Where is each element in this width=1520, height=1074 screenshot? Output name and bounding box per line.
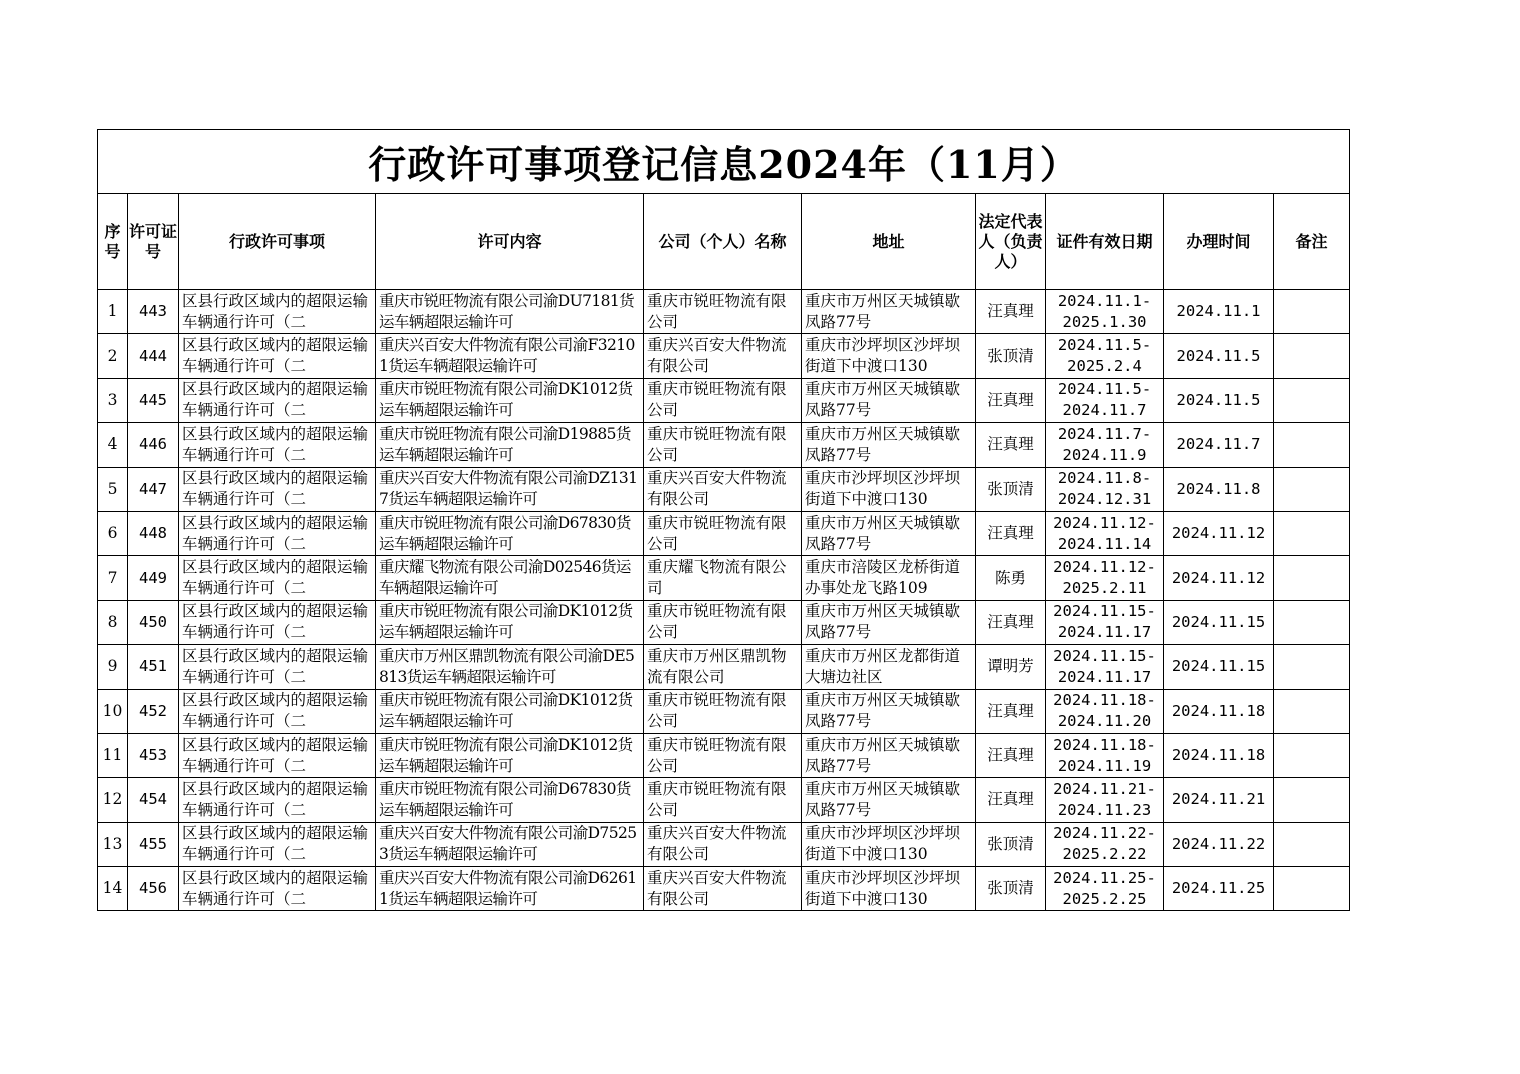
table-row [98,334,1350,378]
header-company: 公司（个人）名称 [644,194,802,290]
valid-from: 2024.11.18- [1053,735,1156,754]
cell-company [644,645,802,689]
cell-content-text: 重庆市锐旺物流有限公司渝DK1012货运车辆超限运输许可 [379,691,633,731]
cell-address-text: 重庆市万州区天城镇歇凤路77号 [805,513,961,553]
cell-item [179,334,376,378]
valid-from: 2024.11.22- [1053,824,1156,843]
cell-remark [1274,467,1350,511]
cell-item-text: 区县行政区域内的超限运输车辆通行许可（二 [182,646,369,686]
header-valid-period: 证件有效日期 [1046,194,1164,290]
valid-from: 2024.11.8- [1057,469,1152,488]
cell-company-text: 重庆耀飞物流有限公司 [647,558,787,598]
cell-item-text: 区县行政区域内的超限运输车辆通行许可（二 [182,824,369,864]
cell-address-text: 重庆市万州区天城镇歇凤路77号 [805,691,961,731]
cell-content-text: 重庆耀飞物流有限公司渝D02546货运车辆超限运输许可 [379,558,631,598]
cell-company-text: 重庆兴百安大件物流有限公司 [647,336,787,376]
title-row [98,130,1350,194]
valid-from: 2024.11.15- [1053,602,1156,621]
cell-remark [1274,423,1350,467]
cell-item [179,822,376,866]
cell-address-text: 重庆市万州区天城镇歇凤路77号 [805,380,961,420]
valid-to: 2024.11.9 [1062,445,1147,464]
cell-address-text: 重庆市万州区天城镇歇凤路77号 [805,424,961,464]
cell-valid-period [1046,334,1164,378]
valid-from: 2024.11.1- [1057,291,1152,310]
cell-valid-period [1046,378,1164,422]
cell-item-text: 区县行政区域内的超限运输车辆通行许可（二 [182,691,369,731]
valid-to: 2025.2.4 [1067,357,1142,376]
cell-handle-date: 2024.11.8 [1164,467,1274,511]
cell-company [644,378,802,422]
cell-company [644,467,802,511]
cell-content [376,822,644,866]
cell-remark [1274,778,1350,822]
cell-remark [1274,822,1350,866]
cell-company-text: 重庆市锐旺物流有限公司 [647,735,787,775]
cell-handle-date: 2024.11.21 [1164,778,1274,822]
cell-seq: 7 [98,556,128,600]
cell-address-text: 重庆市涪陵区龙桥街道办事处龙飞路109 [805,558,961,598]
cell-valid-period [1046,778,1164,822]
cell-seq: 9 [98,645,128,689]
cell-legal-rep: 汪真理 [976,378,1046,422]
cell-item-text: 区县行政区域内的超限运输车辆通行许可（二 [182,291,369,331]
cell-legal-rep: 张顶清 [976,822,1046,866]
cell-content-text: 重庆市锐旺物流有限公司渝D67830货运车辆超限运输许可 [379,779,631,819]
header-legal-rep: 法定代表人（负责人） [976,194,1046,290]
cell-item [179,689,376,733]
cell-handle-date: 2024.11.25 [1164,867,1274,911]
cell-handle-date: 2024.11.15 [1164,645,1274,689]
cell-license-no: 449 [128,556,179,600]
cell-content-text: 重庆市万州区鼎凯物流有限公司渝DE5813货运车辆超限运输许可 [379,646,635,686]
cell-address-text: 重庆市万州区天城镇歇凤路77号 [805,291,961,331]
cell-address-text: 重庆市沙坪坝区沙坪坝街道下中渡口130 [805,469,961,509]
cell-content [376,600,644,644]
valid-to: 2025.2.22 [1062,845,1147,864]
cell-item [179,467,376,511]
cell-address [802,645,976,689]
cell-company-text: 重庆市万州区鼎凯物流有限公司 [647,646,787,686]
cell-item [179,556,376,600]
table-row [98,733,1350,777]
cell-address [802,600,976,644]
valid-to: 2025.2.11 [1062,579,1147,598]
cell-handle-date: 2024.11.1 [1164,290,1274,334]
cell-remark [1274,689,1350,733]
cell-remark [1274,867,1350,911]
cell-company [644,733,802,777]
cell-item [179,511,376,555]
registration-table [97,129,1350,911]
cell-valid-period [1046,867,1164,911]
cell-legal-rep: 汪真理 [976,733,1046,777]
cell-content-text: 重庆兴百安大件物流有限公司渝D62611货运车辆超限运输许可 [379,868,637,908]
cell-company-text: 重庆市锐旺物流有限公司 [647,380,787,420]
cell-license-no: 447 [128,467,179,511]
cell-item [179,600,376,644]
cell-content-text: 重庆市锐旺物流有限公司渝D67830货运车辆超限运输许可 [379,513,631,553]
header-row [98,194,1350,290]
valid-from: 2024.11.5- [1057,336,1152,355]
cell-item [179,733,376,777]
cell-handle-date: 2024.11.7 [1164,423,1274,467]
valid-from: 2024.11.25- [1053,868,1156,887]
header-content: 许可内容 [376,194,644,290]
valid-from: 2024.11.12- [1053,558,1156,577]
cell-company [644,689,802,733]
valid-to: 2024.11.14 [1057,534,1152,553]
valid-to: 2024.11.17 [1057,667,1152,686]
cell-license-no: 450 [128,600,179,644]
header-remark: 备注 [1274,194,1350,290]
cell-address-text: 重庆市沙坪坝区沙坪坝街道下中渡口130 [805,824,961,864]
cell-content-text: 重庆市锐旺物流有限公司渝DK1012货运车辆超限运输许可 [379,380,633,420]
cell-company [644,778,802,822]
cell-address-text: 重庆市沙坪坝区沙坪坝街道下中渡口130 [805,868,961,908]
cell-company-text: 重庆兴百安大件物流有限公司 [647,469,787,509]
header-seq: 序号 [98,194,128,290]
cell-license-no: 456 [128,867,179,911]
cell-seq: 10 [98,689,128,733]
valid-to: 2025.1.30 [1062,312,1147,331]
valid-to: 2024.11.7 [1062,401,1147,420]
valid-from: 2024.11.7- [1057,424,1152,443]
cell-item-text: 区县行政区域内的超限运输车辆通行许可（二 [182,380,369,420]
cell-company-text: 重庆市锐旺物流有限公司 [647,602,787,642]
cell-legal-rep: 汪真理 [976,423,1046,467]
cell-company-text: 重庆市锐旺物流有限公司 [647,513,787,553]
cell-content [376,334,644,378]
cell-remark [1274,290,1350,334]
cell-handle-date: 2024.11.18 [1164,733,1274,777]
cell-remark [1274,556,1350,600]
cell-content [376,378,644,422]
cell-address [802,423,976,467]
valid-to: 2024.11.19 [1057,756,1152,775]
cell-legal-rep: 陈勇 [976,556,1046,600]
cell-item-text: 区县行政区域内的超限运输车辆通行许可（二 [182,558,369,598]
cell-legal-rep: 汪真理 [976,778,1046,822]
cell-company [644,511,802,555]
cell-license-no: 445 [128,378,179,422]
valid-from: 2024.11.5- [1057,380,1152,399]
cell-license-no: 452 [128,689,179,733]
cell-item-text: 区县行政区域内的超限运输车辆通行许可（二 [182,735,369,775]
cell-address [802,867,976,911]
cell-legal-rep: 汪真理 [976,511,1046,555]
cell-license-no: 444 [128,334,179,378]
cell-seq: 11 [98,733,128,777]
cell-valid-period [1046,290,1164,334]
cell-license-no: 453 [128,733,179,777]
cell-company [644,600,802,644]
cell-valid-period [1046,600,1164,644]
cell-address [802,511,976,555]
cell-item [179,867,376,911]
cell-address [802,689,976,733]
valid-from: 2024.11.15- [1053,646,1156,665]
table-row [98,822,1350,866]
valid-to: 2024.12.31 [1057,490,1152,509]
cell-address-text: 重庆市万州区天城镇歇凤路77号 [805,735,961,775]
valid-to: 2025.2.25 [1062,889,1147,908]
cell-legal-rep: 汪真理 [976,689,1046,733]
cell-content [376,645,644,689]
cell-address-text: 重庆市万州区天城镇歇凤路77号 [805,779,961,819]
cell-remark [1274,378,1350,422]
cell-valid-period [1046,822,1164,866]
cell-seq: 6 [98,511,128,555]
cell-seq: 8 [98,600,128,644]
table-row [98,290,1350,334]
cell-valid-period [1046,467,1164,511]
cell-item [179,423,376,467]
cell-item-text: 区县行政区域内的超限运输车辆通行许可（二 [182,336,369,376]
cell-content [376,778,644,822]
cell-item-text: 区县行政区域内的超限运输车辆通行许可（二 [182,424,369,464]
table-row [98,511,1350,555]
cell-address [802,822,976,866]
table-row [98,689,1350,733]
cell-address [802,378,976,422]
header-license-no: 许可证号 [128,194,179,290]
cell-license-no: 454 [128,778,179,822]
cell-company-text: 重庆市锐旺物流有限公司 [647,691,787,731]
cell-handle-date: 2024.11.15 [1164,600,1274,644]
table-row [98,645,1350,689]
cell-content-text: 重庆市锐旺物流有限公司渝DU7181货运车辆超限运输许可 [379,291,635,331]
cell-item-text: 区县行政区域内的超限运输车辆通行许可（二 [182,602,369,642]
table-row [98,423,1350,467]
valid-to: 2024.11.17 [1057,623,1152,642]
cell-address-text: 重庆市沙坪坝区沙坪坝街道下中渡口130 [805,336,961,376]
cell-company [644,423,802,467]
cell-content [376,867,644,911]
cell-content-text: 重庆市锐旺物流有限公司渝DK1012货运车辆超限运输许可 [379,602,633,642]
cell-legal-rep: 张顶清 [976,334,1046,378]
cell-valid-period [1046,556,1164,600]
cell-remark [1274,645,1350,689]
cell-company [644,290,802,334]
cell-company [644,556,802,600]
cell-legal-rep: 汪真理 [976,290,1046,334]
cell-company-text: 重庆兴百安大件物流有限公司 [647,824,787,864]
cell-item-text: 区县行政区域内的超限运输车辆通行许可（二 [182,779,369,819]
cell-company [644,334,802,378]
cell-content-text: 重庆兴百安大件物流有限公司渝F32101货运车辆超限运输许可 [379,336,635,376]
cell-item [179,645,376,689]
table-row [98,467,1350,511]
cell-item [179,290,376,334]
cell-handle-date: 2024.11.5 [1164,378,1274,422]
cell-content [376,423,644,467]
cell-company-text: 重庆兴百安大件物流有限公司 [647,868,787,908]
cell-company [644,822,802,866]
cell-seq: 4 [98,423,128,467]
table-row [98,867,1350,911]
table-row [98,556,1350,600]
cell-remark [1274,600,1350,644]
cell-item [179,778,376,822]
cell-content [376,511,644,555]
cell-content [376,467,644,511]
cell-license-no: 451 [128,645,179,689]
cell-valid-period [1046,645,1164,689]
cell-content-text: 重庆兴百安大件物流有限公司渝DZ1317货运车辆超限运输许可 [379,469,638,509]
cell-valid-period [1046,511,1164,555]
cell-handle-date: 2024.11.5 [1164,334,1274,378]
valid-from: 2024.11.21- [1053,779,1156,798]
cell-seq: 13 [98,822,128,866]
header-address: 地址 [802,194,976,290]
cell-license-no: 443 [128,290,179,334]
cell-content [376,733,644,777]
cell-valid-period [1046,689,1164,733]
cell-handle-date: 2024.11.22 [1164,822,1274,866]
cell-seq: 5 [98,467,128,511]
table-row [98,378,1350,422]
cell-license-no: 455 [128,822,179,866]
cell-content [376,689,644,733]
cell-company-text: 重庆市锐旺物流有限公司 [647,291,787,331]
header-handle-date: 办理时间 [1164,194,1274,290]
header-item: 行政许可事项 [179,194,376,290]
cell-seq: 14 [98,867,128,911]
cell-content-text: 重庆市锐旺物流有限公司渝D19885货运车辆超限运输许可 [379,424,631,464]
cell-address [802,334,976,378]
table-body [98,290,1350,911]
cell-seq: 2 [98,334,128,378]
cell-company [644,867,802,911]
cell-address [802,556,976,600]
cell-handle-date: 2024.11.12 [1164,511,1274,555]
cell-item-text: 区县行政区域内的超限运输车辆通行许可（二 [182,469,369,509]
cell-content [376,290,644,334]
cell-address-text: 重庆市万州区龙都街道大塘边社区 [805,646,961,686]
cell-item [179,378,376,422]
cell-valid-period [1046,423,1164,467]
cell-item-text: 区县行政区域内的超限运输车辆通行许可（二 [182,868,369,908]
cell-remark [1274,334,1350,378]
cell-company-text: 重庆市锐旺物流有限公司 [647,424,787,464]
page-title: 行政许可事项登记信息2024年（11月） [98,130,1350,194]
cell-valid-period [1046,733,1164,777]
cell-address [802,467,976,511]
cell-address-text: 重庆市万州区天城镇歇凤路77号 [805,602,961,642]
cell-content-text: 重庆市锐旺物流有限公司渝DK1012货运车辆超限运输许可 [379,735,633,775]
cell-item-text: 区县行政区域内的超限运输车辆通行许可（二 [182,513,369,553]
valid-from: 2024.11.18- [1053,691,1156,710]
cell-content-text: 重庆兴百安大件物流有限公司渝D75253货运车辆超限运输许可 [379,824,637,864]
cell-seq: 1 [98,290,128,334]
cell-legal-rep: 汪真理 [976,600,1046,644]
cell-legal-rep: 张顶清 [976,867,1046,911]
cell-company-text: 重庆市锐旺物流有限公司 [647,779,787,819]
cell-content [376,556,644,600]
cell-address [802,733,976,777]
cell-legal-rep: 张顶清 [976,467,1046,511]
cell-address [802,778,976,822]
cell-remark [1274,733,1350,777]
cell-remark [1274,511,1350,555]
cell-license-no: 448 [128,511,179,555]
valid-to: 2024.11.20 [1057,712,1152,731]
valid-from: 2024.11.12- [1053,513,1156,532]
table-row [98,600,1350,644]
cell-license-no: 446 [128,423,179,467]
cell-seq: 12 [98,778,128,822]
cell-handle-date: 2024.11.12 [1164,556,1274,600]
cell-address [802,290,976,334]
cell-handle-date: 2024.11.18 [1164,689,1274,733]
cell-seq: 3 [98,378,128,422]
table-row [98,778,1350,822]
cell-legal-rep: 谭明芳 [976,645,1046,689]
valid-to: 2024.11.23 [1057,800,1152,819]
